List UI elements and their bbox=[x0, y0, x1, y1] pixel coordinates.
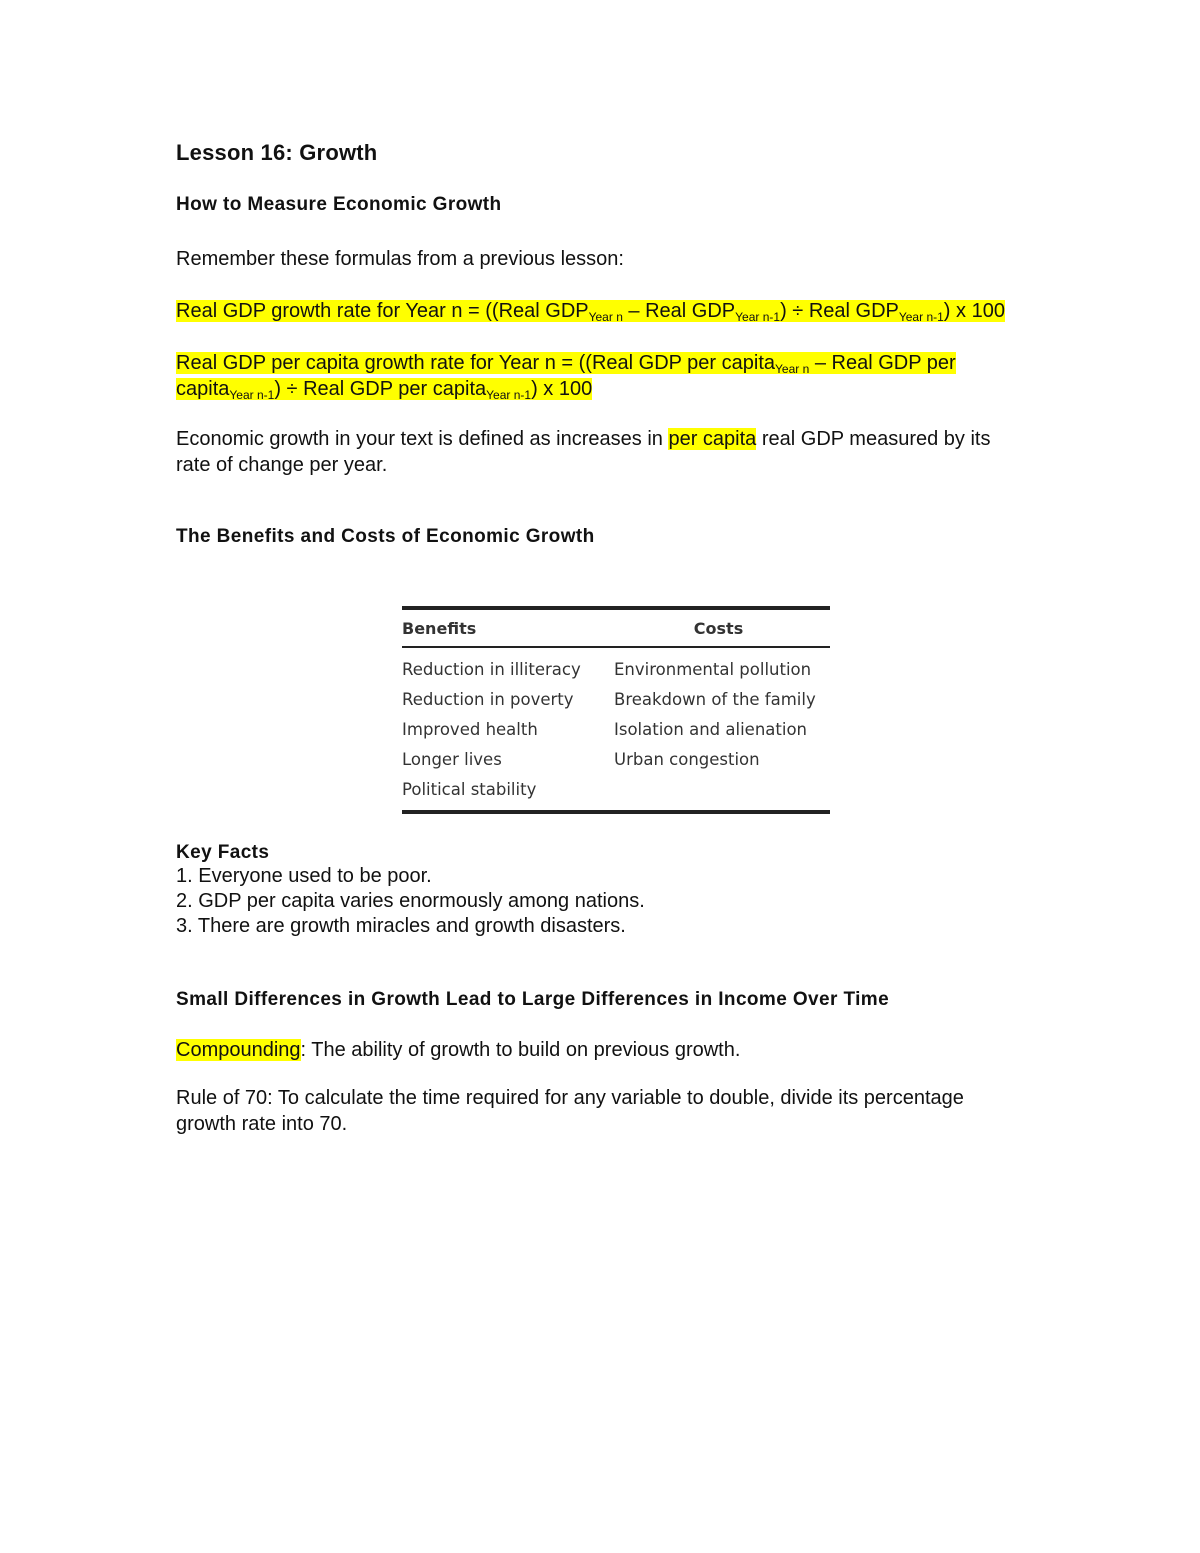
header-benefits: Benefits bbox=[402, 618, 477, 638]
growth-definition: Economic growth in your text is defined as increases in per capita real GDP measured by its rate of change per year. bbox=[176, 428, 991, 476]
cost-cell: Breakdown of the family bbox=[614, 689, 816, 709]
section-heading-small-differences: Small Differences in Growth Lead to Large Differences in Income Over Time bbox=[176, 989, 890, 1010]
table-row bbox=[402, 684, 830, 714]
fact-item: 2. GDP per capita varies enormously among nations. bbox=[176, 890, 645, 912]
benefit-cell: Longer lives bbox=[402, 749, 502, 769]
header-costs: Costs bbox=[693, 618, 744, 638]
section-heading-benefits-costs: The Benefits and Costs of Economic Growth bbox=[176, 526, 595, 547]
table-row bbox=[402, 714, 830, 744]
table-header bbox=[402, 610, 830, 646]
document-page bbox=[176, 140, 1016, 1137]
compounding-definition: Compounding: The ability of growth to build on previous growth. bbox=[176, 1039, 741, 1061]
table-body bbox=[402, 648, 830, 810]
fact-item: 1. Everyone used to be poor. bbox=[176, 865, 432, 887]
table-bottom-rule bbox=[402, 810, 830, 814]
section-heading-measure: How to Measure Economic Growth bbox=[176, 194, 502, 215]
table-row bbox=[402, 774, 830, 804]
benefit-cell: Reduction in poverty bbox=[402, 689, 574, 709]
benefit-cell: Improved health bbox=[402, 719, 538, 739]
benefit-cell: Political stability bbox=[402, 779, 537, 799]
formula-gdp-per-capita-growth: Real GDP per capita growth rate for Year n = ((Real GDP per capita$_{Year n}$ – Real GDP per capita$_{Year n-1}$) ÷ Real GDP per capita$_{Year n-1}$) x 100 bbox=[176, 352, 956, 402]
benefit-cell: Reduction in illiteracy bbox=[402, 659, 581, 679]
benefits-costs-table bbox=[402, 606, 830, 814]
table-row bbox=[402, 654, 830, 684]
cost-cell: Isolation and alienation bbox=[614, 719, 807, 739]
page-title: Lesson 16: Growth bbox=[176, 140, 378, 165]
compounding-term: Compounding bbox=[176, 1039, 301, 1061]
fact-item: 3. There are growth miracles and growth disasters. bbox=[176, 915, 626, 937]
intro-text: Remember these formulas from a previous lesson: bbox=[176, 248, 624, 270]
formula-gdp-growth: Real GDP growth rate for Year n = ((Real $GDP_{Year n}$ – Real $GDP_{Year n-1}$) ÷ Real $GDP_{Year n-1}$) x 100 bbox=[176, 300, 1005, 324]
section-heading-key-facts: Key Facts bbox=[176, 842, 270, 863]
cost-cell: Urban congestion bbox=[614, 749, 760, 769]
cost-cell: Environmental pollution bbox=[614, 659, 812, 679]
rule-of-70: Rule of 70: To calculate the time required for any variable to double, divide its percentage growth rate into 70. bbox=[176, 1087, 964, 1135]
table-row bbox=[402, 744, 830, 774]
